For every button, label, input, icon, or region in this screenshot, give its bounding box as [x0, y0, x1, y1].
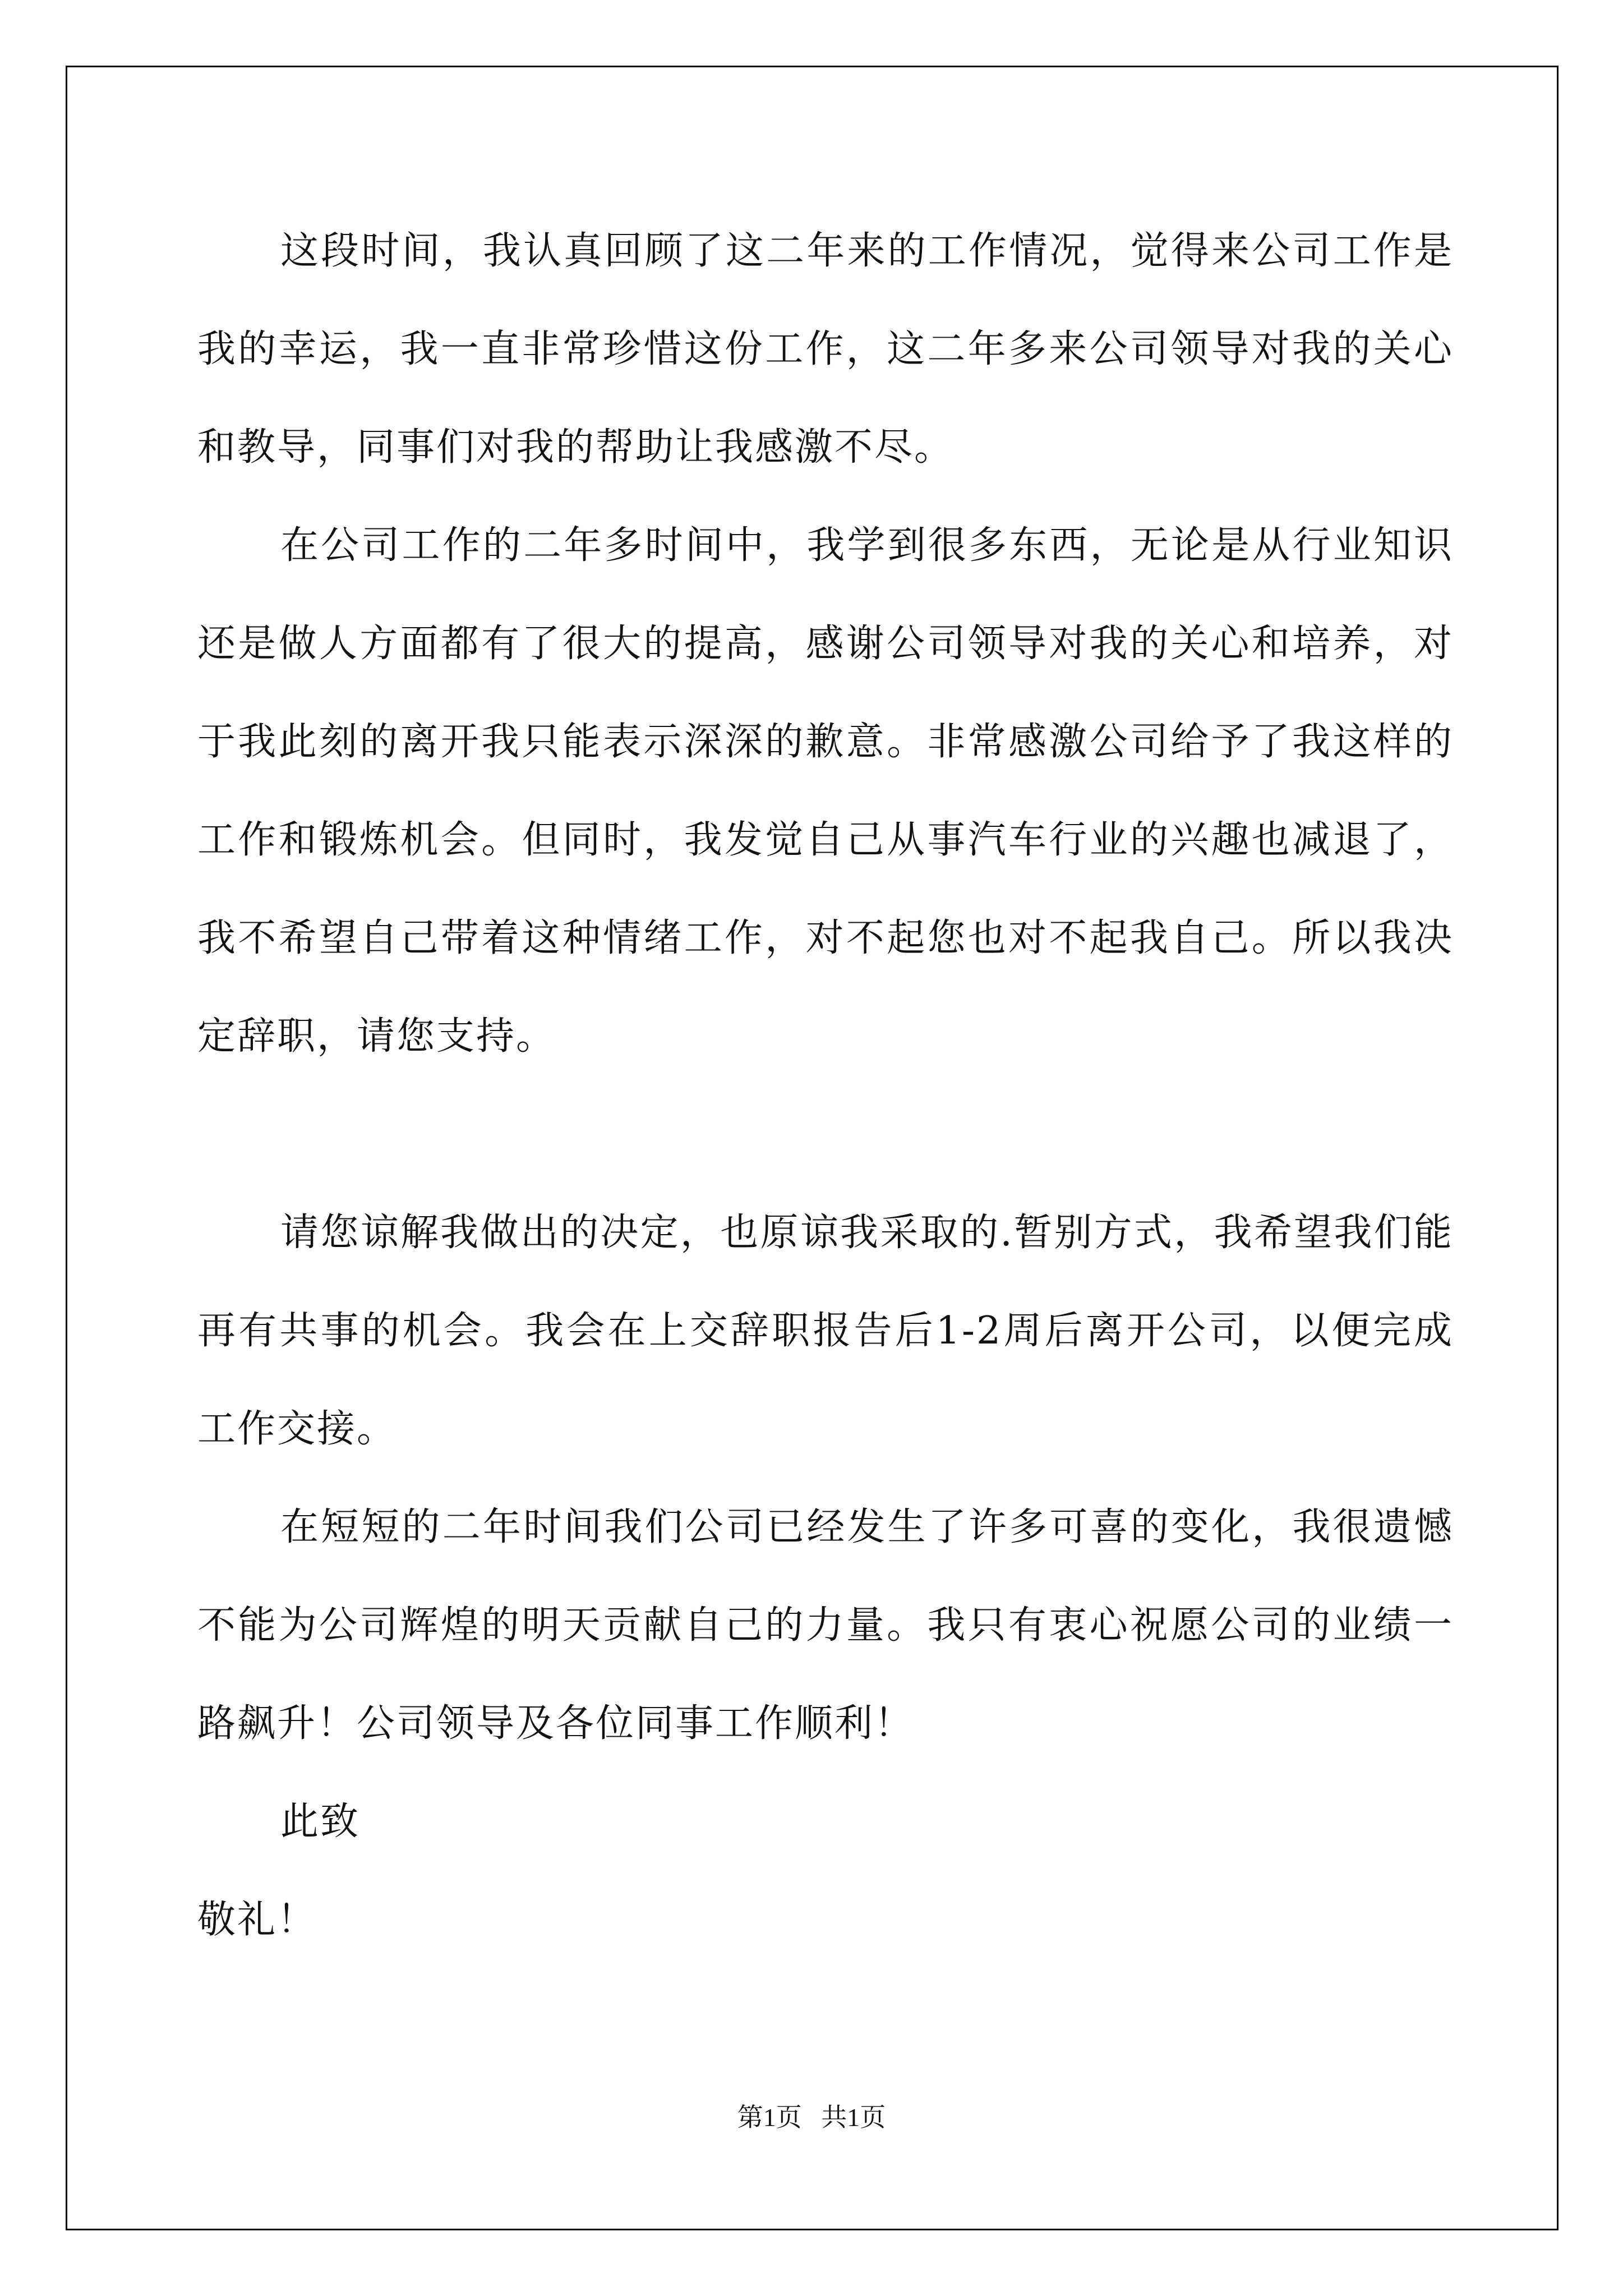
paragraph-4: 在短短的二年时间我们公司已经发生了许多可喜的变化，我很遗憾不能为公司辉煌的明天贡献自己的力量。我只有衷心祝愿公司的业绩一路飙升！公司领导及各位同事工作顺利！ [197, 1505, 1454, 1746]
closing-text: 此致 [280, 1800, 361, 1844]
paragraph-3: 请您谅解我做出的决定，也原谅我采取的.暂别方式，我希望我们能再有共事的机会。我会在上交辞职报告后1-2周后离开公司，以便完成工作交接。 [197, 1211, 1454, 1451]
paragraph-2: 在公司工作的二年多时间中，我学到很多东西，无论是从行业知识还是做人方面都有了很大的提高，感谢公司领导对我的关心和培养，对于我此刻的离开我只能表示深深的歉意。非常感激公司给予了我这样的工作和锻炼机会。但同时，我发觉自己从事汽车行业的兴趣也减退了，我不希望自己带着这种情绪工作，对不起您也对不起我自己。所以我决定辞职，请您支持。 [197, 523, 1454, 1059]
page-footer: 第1页 共1页 [737, 2103, 886, 2132]
paragraph-1: 这段时间，我认真回顾了这二年来的工作情况，觉得来公司工作是我的幸运，我一直非常珍惜这份工作，这二年多来公司领导对我的关心和教导，同事们对我的帮助让我感激不尽。 [197, 229, 1454, 470]
salutation-text: 敬礼！ [197, 1898, 317, 1942]
